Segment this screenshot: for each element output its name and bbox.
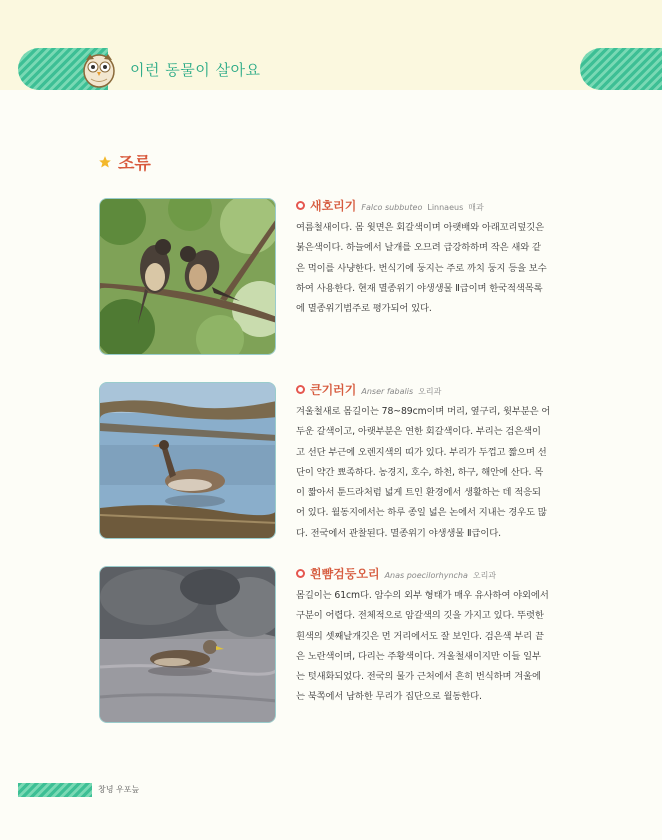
species-entry bbox=[296, 565, 576, 708]
bullet-icon bbox=[296, 569, 305, 578]
bullet-icon bbox=[296, 385, 305, 394]
species-author: Linnaeus bbox=[427, 203, 464, 212]
section-heading bbox=[98, 149, 151, 174]
scientific-name: Anser fabalis bbox=[361, 387, 414, 396]
scientific-name: Anas poecilorhyncha bbox=[384, 571, 468, 580]
photo-hobby bbox=[99, 198, 276, 355]
species-heading bbox=[296, 565, 576, 585]
species-heading bbox=[296, 381, 576, 401]
owl-icon bbox=[80, 50, 118, 88]
species-description: 겨울철새로 몸길이는 78~89cm이며 머리, 옆구리, 윗부분은 어 두운 갈색이고, 아랫부분은 연한 회갈색이다. 부리는 검은색이 고 선단 부근에 오렌지색의 띠가 있다. 부리가 두껍고 짧으며 선 단이 약간 뾰족하다. 농경지, 호수, 하천, 하구, 해안에 산다. 목 이 짧아서 툰드라처럼 넓게 트인 환경에서 생활하는 데 적응되 어 있다. 월동지에서는 하루 종일 넓은 논에서 지내는 경우도 많 다. 전국에서 관찰된다. 멸종위기 야생생물 Ⅱ급이다. bbox=[296, 406, 551, 539]
species-entry bbox=[296, 381, 576, 544]
footer-text: 창녕 우포늪 bbox=[98, 785, 140, 794]
section-title: 조류 bbox=[118, 154, 151, 174]
species-entry bbox=[296, 197, 576, 319]
footer-bar bbox=[18, 783, 92, 797]
bullet-icon bbox=[296, 201, 305, 210]
scientific-name: Falco subbuteo bbox=[361, 203, 423, 212]
species-name: 새호리기 bbox=[310, 199, 357, 213]
species-family: 매과 bbox=[468, 203, 484, 212]
header-tab-right bbox=[580, 48, 662, 90]
species-name: 큰기러기 bbox=[310, 383, 357, 397]
photo-spot-billed-duck bbox=[99, 566, 276, 723]
species-name: 흰뺨검둥오리 bbox=[310, 567, 380, 581]
species-description: 여름철새이다. 몸 윗면은 회갈색이며 아랫배와 아래꼬리덮깃은 붉은색이다. 하늘에서 날개를 오므려 급강하하며 작은 새와 같 은 먹이를 사냥한다. 번식기에 둥지는 주로 까치 둥지 등을 보수 하여 사용한다. 현재 멸종위기 야생생물 Ⅱ급이며 한국적색목록 에 멸종위기범주로 평가되어 있다. bbox=[296, 222, 547, 315]
page-header-title: 이런 동물이 살아요 bbox=[130, 61, 261, 79]
species-description: 몸길이는 61cm다. 암수의 외부 형태가 매우 유사하여 야외에서 구분이 어렵다. 전체적으로 암갈색의 깃을 가지고 있다. 뚜렷한 흰색의 셋째날개깃은 먼 거리에서도 잘 보인다. 검은색 부리 끝 은 노란색이며, 다리는 주황색이다. 겨울철새이지만 이들 일부 는 텃새화되었다. 전국의 물가 근처에서 흔히 번식하며 겨울에 는 북쪽에서 남하한 무리가 집단으로 월동한다. bbox=[296, 590, 549, 703]
photo-bean-goose bbox=[99, 382, 276, 539]
species-family: 오리과 bbox=[472, 571, 497, 580]
species-heading bbox=[296, 197, 576, 217]
star-icon bbox=[98, 155, 112, 169]
species-family: 오리과 bbox=[418, 387, 442, 396]
